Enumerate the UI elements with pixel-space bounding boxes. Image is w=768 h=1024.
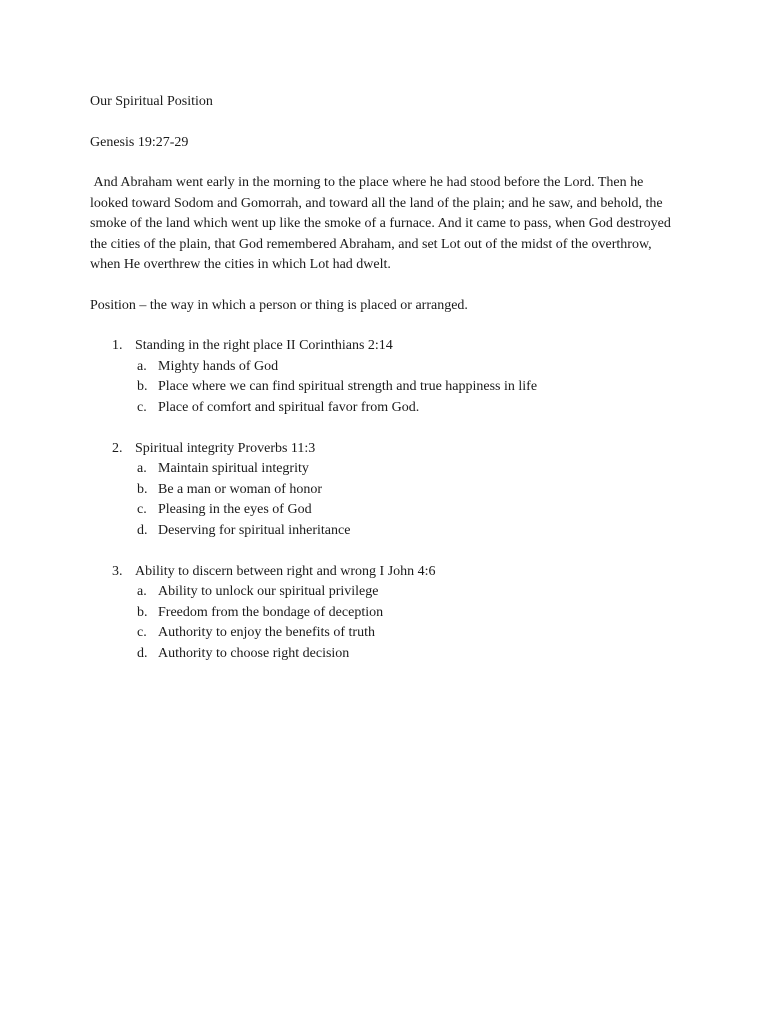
sub-item-text: Mighty hands of God	[158, 358, 279, 374]
sub-item	[90, 644, 680, 665]
sub-item-letter: a.	[137, 358, 147, 374]
point-heading-text: Ability to discern between right and wrong I John 4:6	[135, 563, 436, 579]
sub-item	[90, 377, 680, 398]
position-definition: Position – the way in which a person or thing is placed or arranged.	[90, 297, 468, 313]
sub-item-text: Authority to choose right decision	[158, 645, 350, 661]
point-heading	[90, 439, 680, 460]
point-heading	[90, 336, 680, 357]
point-number: 2.	[112, 440, 123, 456]
sub-item-text: Maintain spiritual integrity	[158, 461, 309, 476]
sub-item	[90, 603, 680, 624]
sub-item-text: Place of comfort and spiritual favor from God.	[158, 399, 420, 415]
document-page	[90, 92, 680, 685]
sub-item-letter: a.	[137, 584, 147, 599]
document-title: Our Spiritual Position	[90, 94, 213, 109]
sub-item	[90, 480, 680, 501]
sub-item-letter: c.	[137, 625, 147, 640]
scripture-passage: And Abraham went early in the morning to the place where he had stood before the Lord. Then he looked toward Sodom and Gomorrah, and toward all the land of the plain; and he saw, and behold, the smoke of the land which went up like the smoke of a furnace. And it came to pass, when God destroyed the cities of the plain, that God remembered Abraham, and set Lot out of the midst of the overthrow, when He overthrew the cities in which Lot had dwelt.	[90, 175, 675, 272]
point-heading	[90, 562, 680, 583]
point-heading-text: Spiritual integrity Proverbs 11:3	[135, 440, 316, 456]
sub-item	[90, 582, 680, 603]
point-number: 3.	[112, 563, 123, 579]
sub-item-letter: b.	[137, 379, 148, 394]
sub-item-text: Ability to unlock our spiritual privilege	[158, 584, 379, 599]
sub-item-letter: b.	[137, 604, 148, 620]
sub-item-text: Be a man or woman of honor	[158, 481, 323, 497]
sub-item-letter: d.	[137, 645, 148, 661]
scripture-reference: Genesis 19:27-29	[90, 134, 189, 150]
sub-item-text: Pleasing in the eyes of God	[158, 502, 312, 517]
sub-item	[90, 623, 680, 644]
sub-item-letter: b.	[137, 481, 148, 497]
sub-item-text: Place where we can find spiritual strength and true happiness in life	[158, 379, 538, 394]
sub-item	[90, 357, 680, 378]
outline-point-2	[90, 439, 680, 542]
sub-item-letter: c.	[137, 502, 147, 517]
sub-item-letter: a.	[137, 461, 147, 476]
sub-item-letter: c.	[137, 399, 147, 415]
sub-item-text: Freedom from the bondage of deception	[158, 604, 384, 620]
sub-item	[90, 398, 680, 419]
sub-item-text: Authority to enjoy the benefits of truth	[158, 625, 375, 640]
sub-item	[90, 500, 680, 521]
sub-item-text: Deserving for spiritual inheritance	[158, 522, 351, 538]
sub-item	[90, 521, 680, 542]
outline-point-1	[90, 336, 680, 418]
sub-item-letter: d.	[137, 522, 148, 538]
outline-point-3	[90, 562, 680, 665]
point-number: 1.	[112, 338, 123, 353]
point-heading-text: Standing in the right place II Corinthians 2:14	[135, 338, 393, 353]
sub-item	[90, 459, 680, 480]
